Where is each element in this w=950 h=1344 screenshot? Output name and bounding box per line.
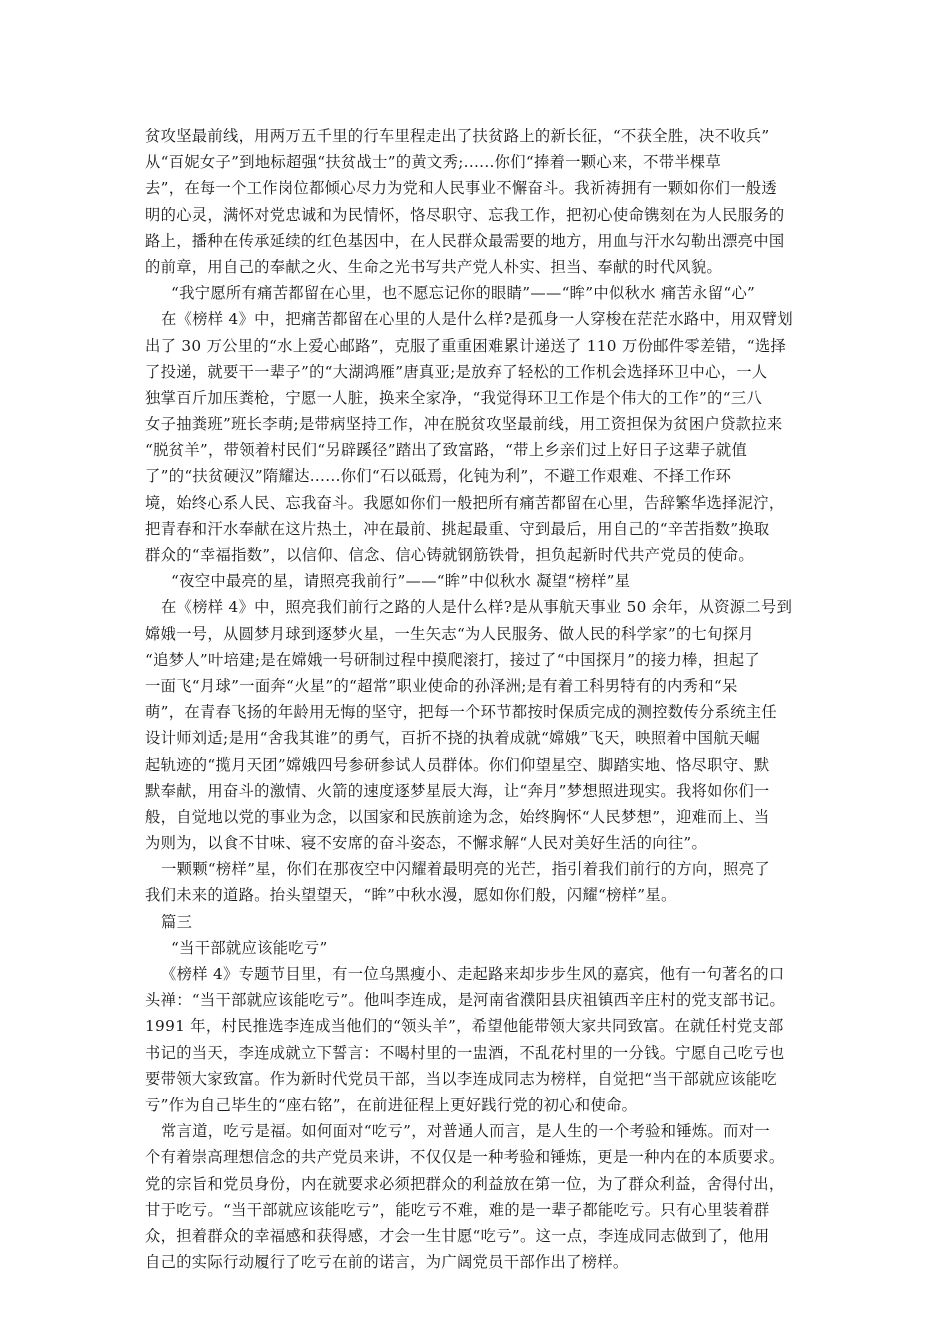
text-line: “脱贫羊”，带领着村民们“另辟蹊径”踏出了致富路，“带上乡亲们过上好日子这辈子就值 [145,441,748,460]
text-line: 贫攻坚最前线，用两万五千里的行车里程走出了扶贫路上的新长征，“不获全胜，决不收兵” [145,127,770,145]
text-line: 常言道，吃亏是福。如何面对“吃亏”，对普通人而言，是人生的一个考验和锤炼。而对一 [161,1122,770,1141]
text-line: 路上，播种在传承延续的红色基因中，在人民群众最需要的地方，用血与汗水勾勒出漂亮中国 [145,231,785,250]
text-line: “当干部就应该能吃亏” [171,938,328,957]
text-line: 去”，在每一个工作岗位都倾心尽力为党和人民事业不懈奋斗。我祈祷拥有一颗如你们一般透 [145,179,777,198]
text-line: 默奉献，用奋斗的激情、火箭的速度逐梦星辰大海，让“奔月”梦想照进现实。我将如你们一 [145,781,770,800]
text-line: 女子抽粪班”班长李萌;是带病坚持工作，冲在脱贫攻坚最前线，用工资担保为贫困户贷款拉来 [145,415,783,434]
text-line: 萌”，在青春飞扬的年龄用无悔的坚守，把每一个环节都按时保质完成的测控数传分系统主任 [145,703,777,722]
text-line: 《榜样 4》专题节目里，有一位乌黑瘦小、走起路来却步步生风的嘉宾，他有一句著名的口 [161,965,785,983]
text-line: 要带领大家致富。作为新时代党员干部，当以李连成同志为榜样，自觉把“当干部就应该能吃 [145,1069,777,1088]
text-line: 个有着崇高理想信念的共产党员来讲，不仅仅是一种考验和锤炼，更是一种内在的本质要求。 [145,1148,785,1167]
text-line: 自己的实际行动履行了吃亏在前的诺言，为广阔党员干部作出了榜样。 [145,1253,629,1272]
text-line: 出了 30 万公里的“水上爱心邮路”，克服了重重困难累计递送了 110 万份邮件零差错，“选择 [145,336,787,355]
text-line: 书记的当天，李连成就立下誓言：不喝村里的一盅酒，不乱花村里的一分钱。宁愿自己吃亏也 [145,1043,785,1062]
text-line: 嫦娥一号，从圆梦月球到逐梦火星，一生矢志“为人民服务、做人民的科学家”的七旬探月 [145,624,754,643]
text-line: 党的宗旨和党员身份，内在就要求必须把群众的利益放在第一位，为了群众利益，舍得付出， [145,1174,785,1193]
text-line: 我们未来的道路。抬头望望天，“眸”中秋水漫，愿如你们般，闪耀“榜样”星。 [145,886,677,905]
text-line: “我宁愿所有痛苦都留在心里，也不愿忘记你的眼睛”——“眸”中似秋水 痛苦永留“心” [171,284,756,303]
text-line: 起轨迹的“揽月天团”嫦娥四号参研参试人员群体。你们仰望星空、脚踏实地、恪尽职守、默 [145,755,770,774]
text-line: 般，自觉地以党的事业为念，以国家和民族前途为念，始终胸怀“人民梦想”，迎难而上、当 [145,807,770,826]
text-line: 一颗颗“榜样”星，你们在那夜空中闪耀着最明亮的光芒，指引着我们前行的方向，照亮了 [161,860,770,879]
text-line: 亏”作为自己毕生的“座右铭”，在前进征程上更好践行党的初心和使命。 [145,1095,638,1114]
text-line: 了投递，就要干一辈子”的“大湖鸿雁”唐真亚;是放弃了轻松的工作机会选择环卫中心，一人 [145,362,768,381]
text-line: 在《榜样 4》中，照亮我们前行之路的人是什么样?是从事航天事业 50 余年，从资源二号到 [161,598,793,617]
text-line: 境，始终心系人民、忘我奋斗。我愿如你们一般把所有痛苦都留在心里，告辞繁华选择泥泞， [145,493,785,512]
text-line: 了”的“扶贫硬汉”隋耀达......你们“石以砥焉，化钝为利”，不避工作艰难、不择工作环 [145,467,732,486]
text-line: 设计师刘适;是用“舍我其谁”的勇气，百折不挠的执着成就“嫦娥”飞天，映照着中国航天崛 [145,729,761,748]
text-line: 为则为，以食不甘味、寝不安席的奋斗姿态，不懈求解“人民对美好生活的向往”。 [145,834,708,853]
text-line: 头禅：“当干部就应该能吃亏”。他叫李连成，是河南省濮阳县庆祖镇西辛庄村的党支部书记。 [145,991,786,1010]
text-line: 一面飞“月球”一面奔“火星”的“超常”职业使命的孙泽洲;是有着工科男特有的内秀和“呆 [145,676,738,695]
text-line: “夜空中最亮的星，请照亮我前行”——“眸”中似秋水 凝望“榜样”星 [171,572,631,591]
text-line: 篇三 [161,912,193,931]
text-line: 明的心灵，满怀对党忠诚和为民情怀，恪尽职守、忘我工作，把初心使命镌刻在为人民服务的 [145,205,785,224]
text-line: 的前章，用自己的奉献之火、生命之光书写共产党人朴实、担当、奉献的时代风貌。 [145,257,723,276]
text-line: “追梦人”叶培建;是在嫦娥一号研制过程中摸爬滚打，接过了“中国探月”的接力棒，担起了 [145,650,761,669]
text-line: 从“百妮女子”到地标超强“扶贫战士”的黄文秀;......你们“捧着一颗心来，不带半棵草 [145,153,722,172]
text-line: 群众的“幸福指数”，以信仰、信念、信心铸就钢筋铁骨，担负起新时代共产党员的使命。 [145,546,754,564]
text-line: 1991 年，村民推选李连成当他们的“领头羊”，希望他能带领大家共同致富。在就任村党支部 [145,1017,784,1036]
text-line: 甘于吃亏。“当干部就应该能吃亏”，能吃亏不难，难的是一辈子都能吃亏。只有心里装着群 [145,1200,770,1219]
text-line: 众，担着群众的幸福感和获得感，才会一生甘愿“吃亏”。这一点，李连成同志做到了，他用 [145,1226,770,1245]
text-line: 独掌百斤加压粪枪，宁愿一人脏，换来全家净，“我觉得环卫工作是个伟大的工作”的“三八 [145,388,763,407]
text-line: 在《榜样 4》中，把痛苦都留在心里的人是什么样?是孤身一人穿梭在茫茫水路中，用双臂划 [161,310,793,329]
text-line: 把青春和汗水奉献在这片热土，冲在最前、挑起最重、守到最后，用自己的“辛苦指数”换取 [145,519,770,538]
document-body [145,123,805,1275]
